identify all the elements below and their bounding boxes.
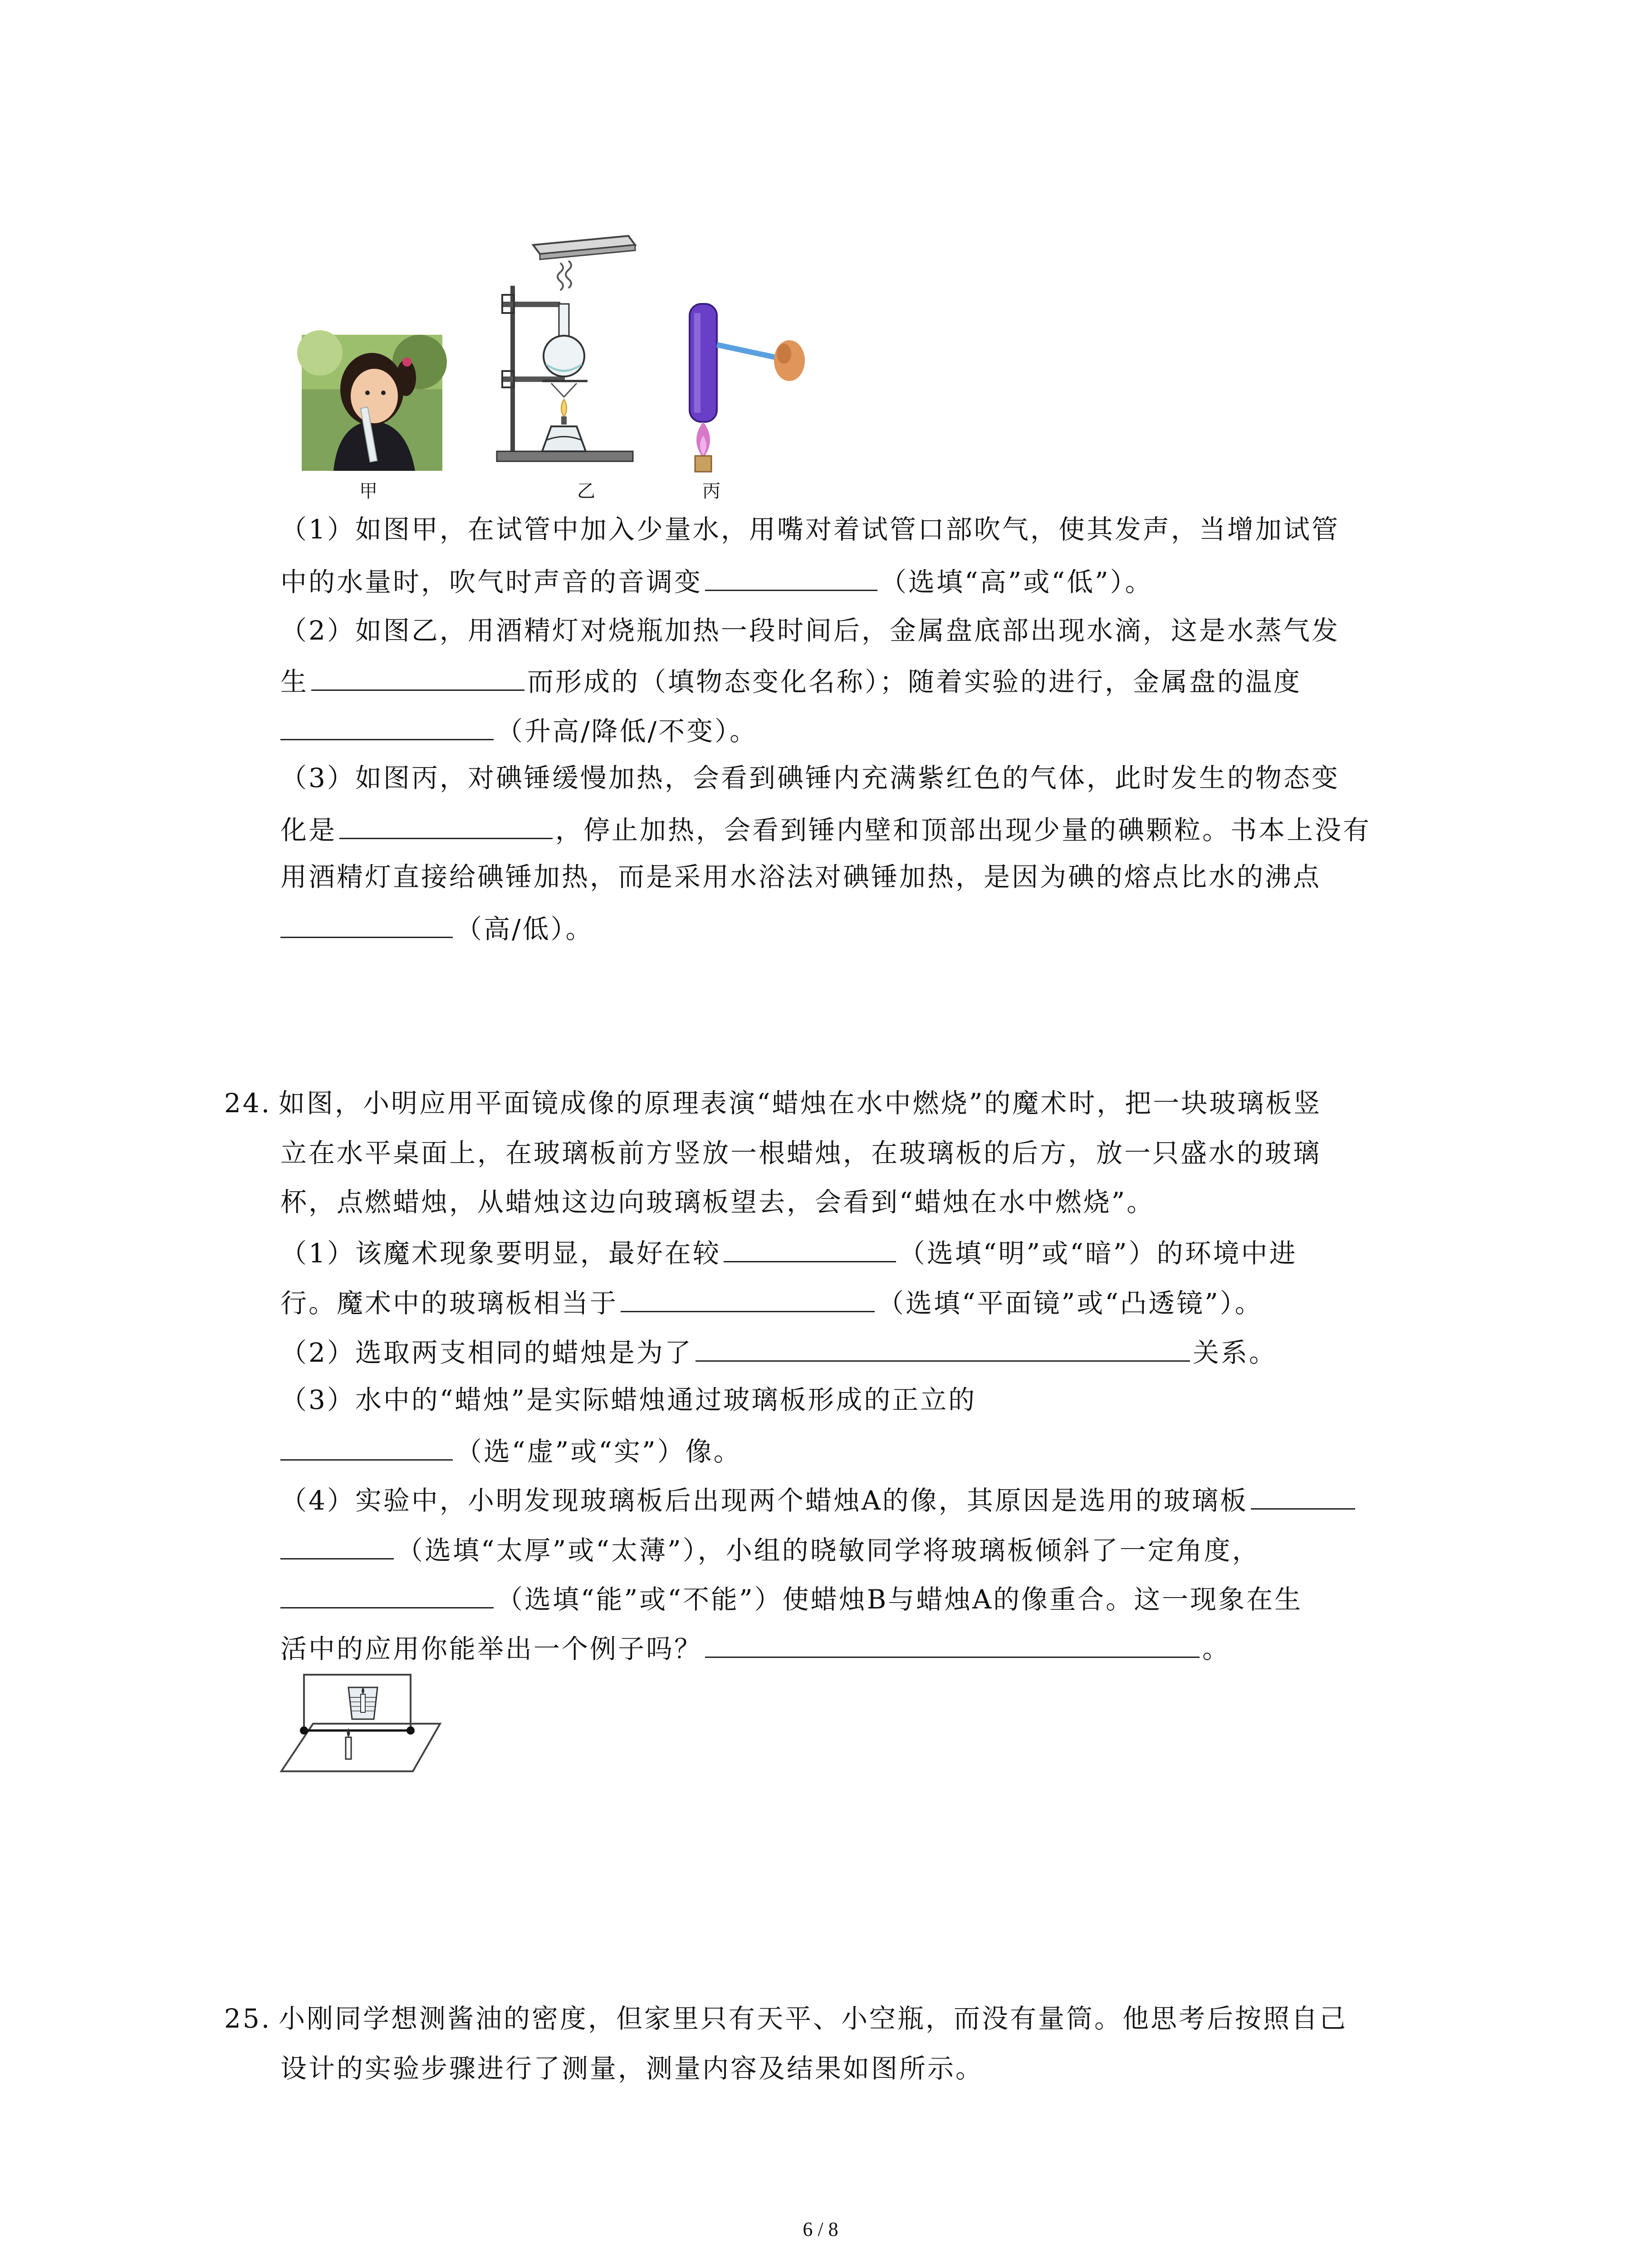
q24-p4-line2-tail: （选填“太厚”或“太薄”），小组的晓敏同学将玻璃板倾斜了一定角度， — [397, 1535, 1260, 1566]
figure-jia-girl-photo — [302, 335, 442, 471]
q23-p2-answer-blank-1[interactable] — [311, 661, 524, 691]
q24-p1-answer-blank-1[interactable] — [724, 1233, 896, 1262]
q24-p4-answer-blank-2[interactable] — [280, 1579, 494, 1608]
q24-p1-line1-tail: （选填“明”或“暗”）的环境中进 — [898, 1238, 1298, 1269]
figure-yi-apparatus — [492, 227, 642, 472]
figure-yi-label: 乙 — [577, 481, 595, 502]
q23-p2-line2-text: 生 — [280, 666, 309, 697]
q24-stem-line3: 杯，点燃蜡烛，从蜡烛这边向玻璃板望去，会看到“蜡烛在水中燃烧”。 — [280, 1187, 1155, 1217]
q24-p2-line1 — [280, 1332, 1277, 1369]
q23-p2-line3-tail: （升高/降低/不变）。 — [496, 716, 758, 747]
q24-p4-line2 — [280, 1530, 1260, 1566]
q24-p1-answer-blank-2[interactable] — [621, 1283, 875, 1312]
q23-p1-line1: （1）如图甲，在试管中加入少量水，用嘴对着试管口部吹气，使其发声，当增加试管 — [280, 514, 1340, 545]
q24-p3-line1: （3）水中的“蜡烛”是实际蜡烛通过玻璃板形成的正立的 — [280, 1384, 977, 1415]
q24-p3-line2 — [280, 1431, 742, 1467]
q24-p4-line4-tail: 。 — [1202, 1633, 1231, 1664]
q24-p4-line4 — [280, 1628, 1230, 1665]
q23-p3-line2-tail: ，停止加热，会看到锤内壁和顶部出现少量的碘颗粒。书本上没有 — [555, 815, 1372, 846]
q23-p3-answer-blank-2[interactable] — [280, 909, 453, 938]
q23-p2-answer-blank-2[interactable] — [280, 711, 494, 740]
q24-p4-line3 — [280, 1579, 1303, 1615]
q24-p4-answer-blank-1a[interactable] — [1251, 1480, 1355, 1510]
q23-p1-answer-blank[interactable] — [705, 562, 877, 591]
q24-stem-line2: 立在水平桌面上，在玻璃板前方竖放一根蜡烛，在玻璃板的后方，放一只盛水的玻璃 — [280, 1138, 1322, 1168]
q25-number: 25. — [224, 2003, 272, 2034]
q25-line1 — [224, 2000, 1347, 2037]
figure-bing-iodine-tube — [676, 299, 808, 472]
q24-p2-answer-blank[interactable] — [696, 1332, 1190, 1362]
q24-p1-line1 — [280, 1233, 1298, 1269]
figure-bing-label: 丙 — [702, 481, 720, 502]
q23-p2-line3 — [280, 711, 758, 747]
q24-p1-line2 — [280, 1283, 1263, 1319]
q24-p1-line2-text: 行。魔术中的玻璃板相当于 — [280, 1288, 618, 1319]
q24-p3-answer-blank[interactable] — [280, 1431, 453, 1461]
q23-p1-line2-text: 中的水量时，吹气时声音的音调变 — [280, 567, 703, 597]
q24-p4-line3-tail: （选填“能”或“不能”）使蜡烛B与蜡烛A的像重合。这一现象在生 — [496, 1584, 1303, 1615]
q24-p4-answer-blank-1b[interactable] — [280, 1530, 394, 1559]
q24-p1-line1-text: （1）该魔术现象要明显，最好在较 — [280, 1238, 721, 1269]
q23-p3-line2-text: 化是 — [280, 815, 337, 846]
q25-text-1: 小刚同学想测酱油的密度，但家里只有天平、小空瓶，而没有量筒。他思考后按照自己 — [279, 2003, 1348, 2034]
q24-stem-text-1: 如图，小明应用平面镜成像的原理表演“蜡烛在水中燃烧”的魔术时，把一块玻璃板竖 — [279, 1088, 1322, 1119]
q25-line2: 设计的实验步骤进行了测量，测量内容及结果如图所示。 — [280, 2053, 984, 2084]
q24-number: 24. — [224, 1088, 272, 1119]
figure-jia-label: 甲 — [359, 481, 377, 502]
q24-stem-line1 — [224, 1085, 1322, 1121]
q23-p3-answer-blank-1[interactable] — [339, 810, 553, 839]
q23-p1-line2-tail: （选填“高”或“低”）。 — [880, 567, 1153, 597]
q24-p4-answer-blank-3[interactable] — [705, 1628, 1200, 1658]
figure-q24-mirror-candle — [277, 1669, 449, 1783]
q23-p3-line3: 用酒精灯直接给碘锤加热，而是采用水浴法对碘锤加热，是因为碘的熔点比水的沸点 — [280, 861, 1322, 892]
q23-p2-line1: （2）如图乙，用酒精灯对烧瓶加热一段时间后，金属盘底部出现水滴，这是水蒸气发 — [280, 615, 1340, 646]
q23-p3-line4-tail: （高/低）。 — [456, 914, 594, 944]
q24-p1-line2-tail: （选填“平面镜”或“凸透镜”）。 — [877, 1288, 1263, 1319]
q24-p2-line1-text: （2）选取两支相同的蜡烛是为了 — [280, 1337, 693, 1368]
q24-p2-line1-tail: 关系。 — [1192, 1337, 1277, 1368]
q23-p1-line2 — [280, 562, 1153, 598]
q23-p2-line2-tail: 而形成的（填物态变化名称）；随着实验的进行，金属盘的温度 — [527, 666, 1302, 697]
q24-p3-line2-tail: （选“虚”或“实”）像。 — [456, 1436, 742, 1467]
q24-p4-line4-text: 活中的应用你能举出一个例子吗？ — [280, 1633, 703, 1664]
page-number: 6 / 8 — [803, 2218, 838, 2240]
q23-p3-line4 — [280, 909, 594, 945]
q23-p2-line2 — [280, 661, 1302, 698]
q23-p3-line2 — [280, 810, 1371, 846]
q24-p4-line1-text: （4）实验中，小明发现玻璃板后出现两个蜡烛A的像，其原因是选用的玻璃板 — [280, 1485, 1248, 1516]
q23-p3-line1: （3）如图丙，对碘锤缓慢加热，会看到碘锤内充满紫红色的气体，此时发生的物态变 — [280, 763, 1340, 793]
q24-p4-line1 — [280, 1480, 1358, 1516]
